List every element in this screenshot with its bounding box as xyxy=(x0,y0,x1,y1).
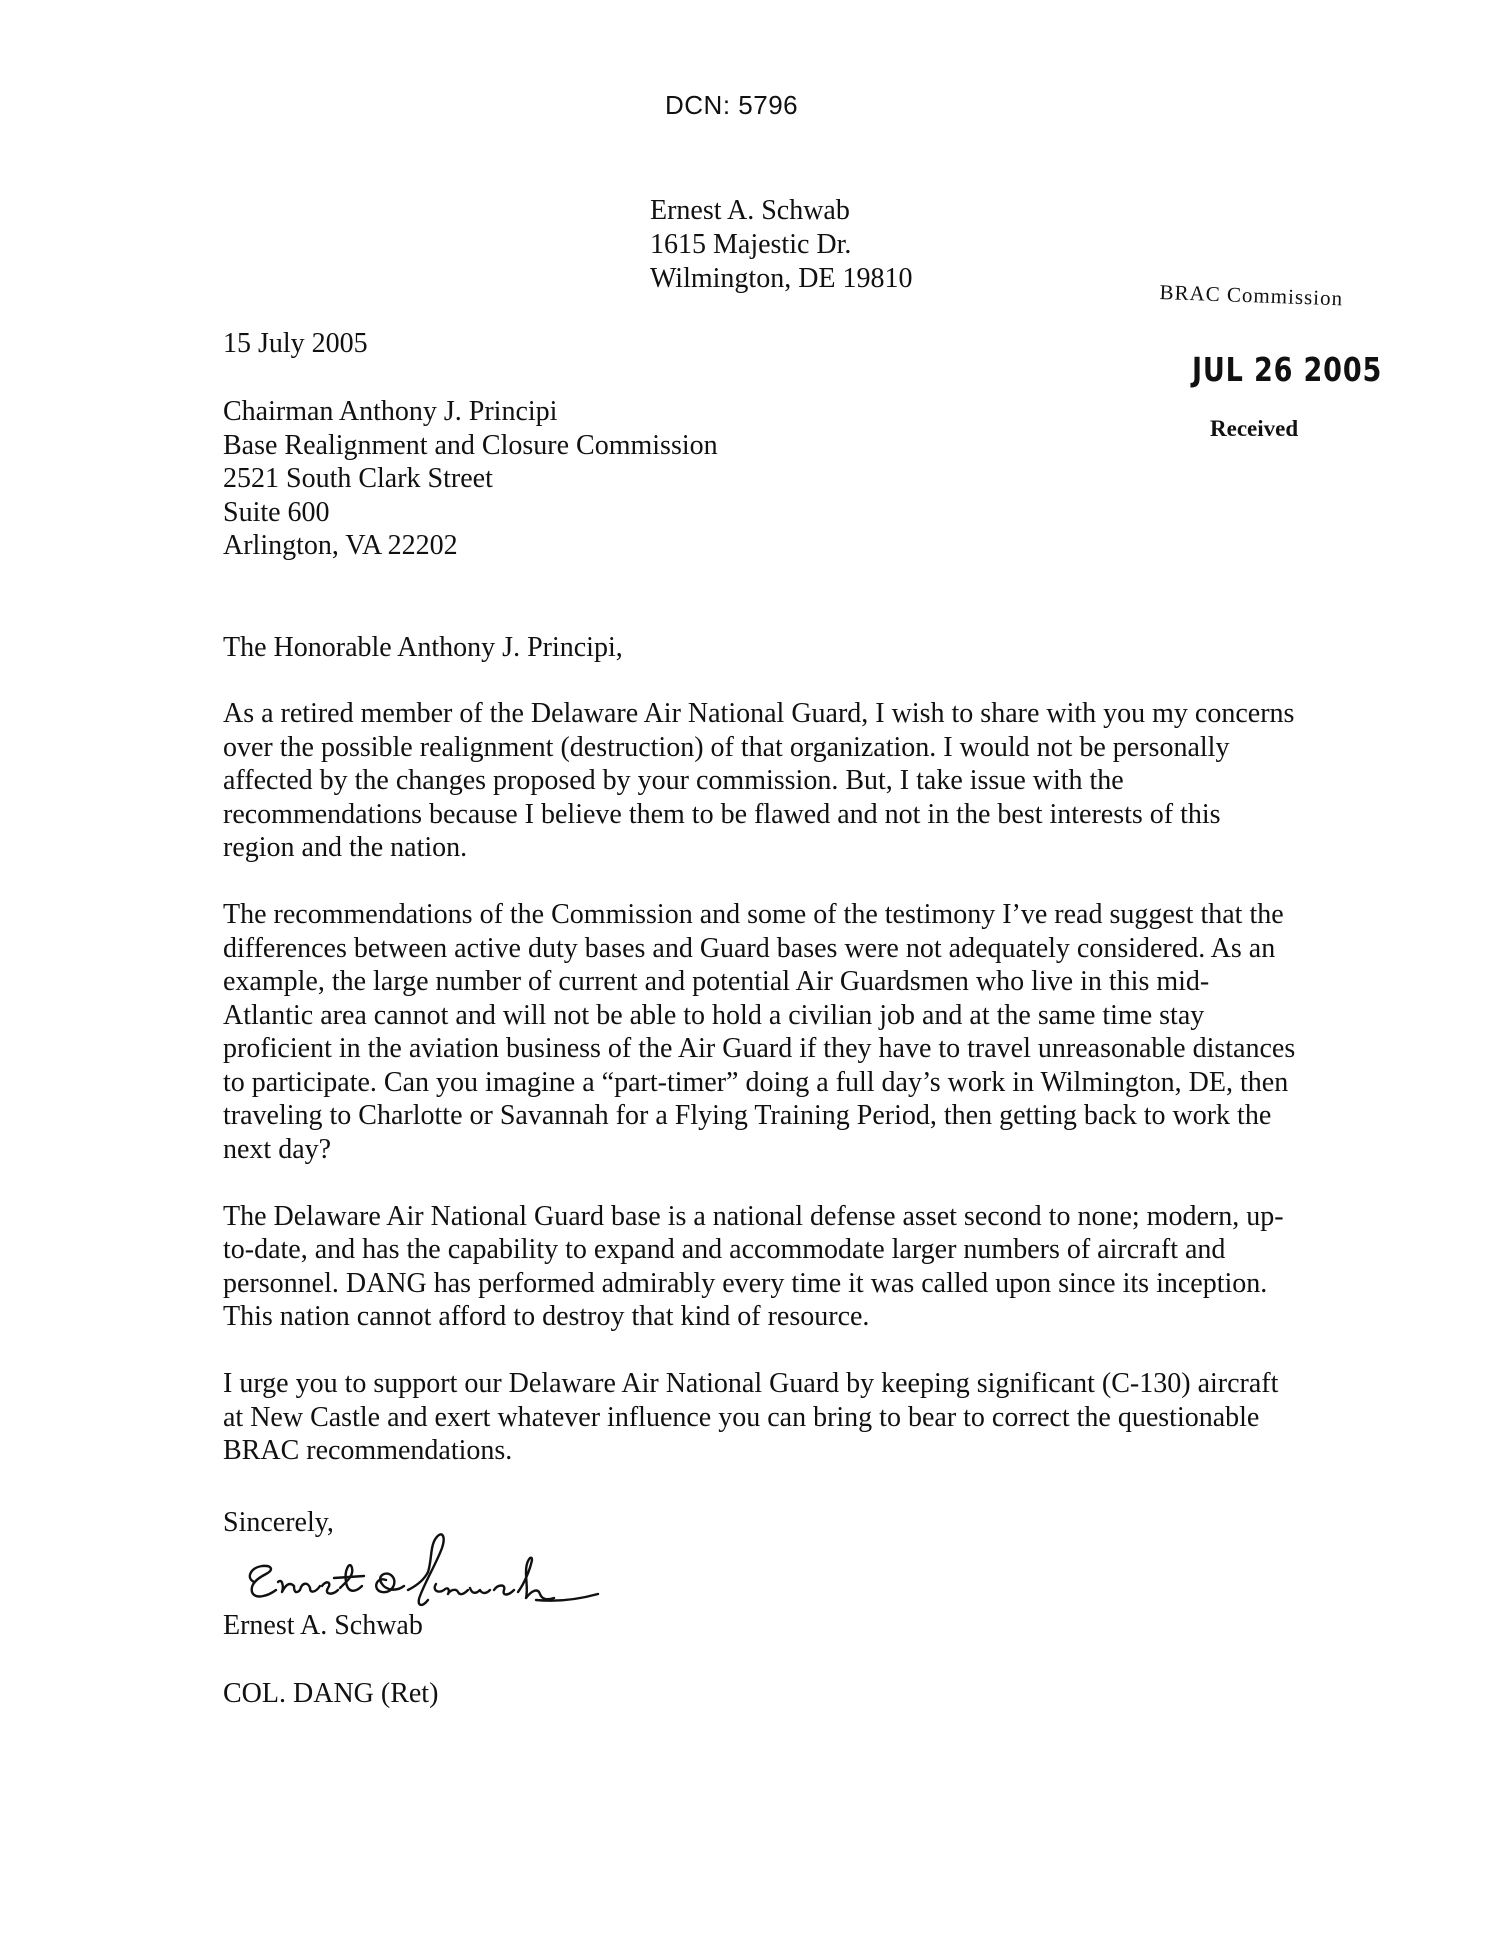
body-paragraph: The recommendations of the Commission and some of the testimony I’ve read suggest that the differences between active duty bases and Guard bases were not adequately considered. As an example, the large number of current and potential Air Guardsmen who live in this mid-Atlantic area cannot and will not be able to hold a civilian job and at the same time stay proficient in the aviation business of the Air Guard if they have to travel unreasonable distances to participate. Can you imagine a “part-timer” doing a full day’s work in Wilmington, DE, then traveling to Charlotte or Savannah for a Flying Training Period, then getting back to work the next day? xyxy=(223,899,1296,1165)
handwritten-signature-icon xyxy=(236,1520,616,1620)
received-stamp-date: JUL 26 2005 xyxy=(1192,350,1383,389)
letter-date: 15 July 2005 xyxy=(223,328,368,359)
recipient-line: Suite 600 xyxy=(223,496,330,528)
recipient-line: Chairman Anthony J. Principi xyxy=(223,396,558,427)
received-stamp-status: Received xyxy=(1210,416,1299,441)
body-paragraph: As a retired member of the Delaware Air National Guard, I wish to share with you my concerns over the possible realignment (destruction) of that organization. I would not be personally affected by the changes proposed by your commission. But, I take issue with the recommendations because I believe them to be flawed and not in the best interests of this region and the nation. xyxy=(223,698,1295,863)
sender-city-state-zip: Wilmington, DE 19810 xyxy=(650,263,913,294)
sender-street: 1615 Majestic Dr. xyxy=(650,229,852,260)
letter-body xyxy=(223,697,1298,1501)
body-paragraph: I urge you to support our Delaware Air National Guard by keeping significant (C-130) aircraft at New Castle and exert whatever influence you can bring to bear to correct the questionable BRAC recommendations. xyxy=(223,1368,1279,1466)
salutation: The Honorable Anthony J. Principi, xyxy=(223,632,623,663)
document-control-number: DCN: 5796 xyxy=(665,90,799,120)
recipient-line: Base Realignment and Closure Commission xyxy=(223,429,718,461)
signer-name: Ernest A. Schwab xyxy=(223,1610,423,1641)
sender-name: Ernest A. Schwab xyxy=(650,195,850,226)
recipient-line: Arlington, VA 22202 xyxy=(223,530,458,561)
recipient-line: 2521 South Clark Street xyxy=(223,463,493,494)
recipient-address-block xyxy=(223,395,718,563)
closing: Sincerely, xyxy=(223,1507,334,1538)
signer-title: COL. DANG (Ret) xyxy=(223,1678,439,1709)
body-paragraph: The Delaware Air National Guard base is a national defense asset second to none; modern, up-to-date, and has the capability to expand and accommodate larger numbers of aircraft and personnel. DANG has performed admirably every time it was called upon since its inception. This nation cannot afford to destroy that kind of resource. xyxy=(223,1200,1284,1332)
sender-address-block xyxy=(650,194,913,296)
received-stamp-organization: BRAC Commission xyxy=(1159,280,1344,311)
